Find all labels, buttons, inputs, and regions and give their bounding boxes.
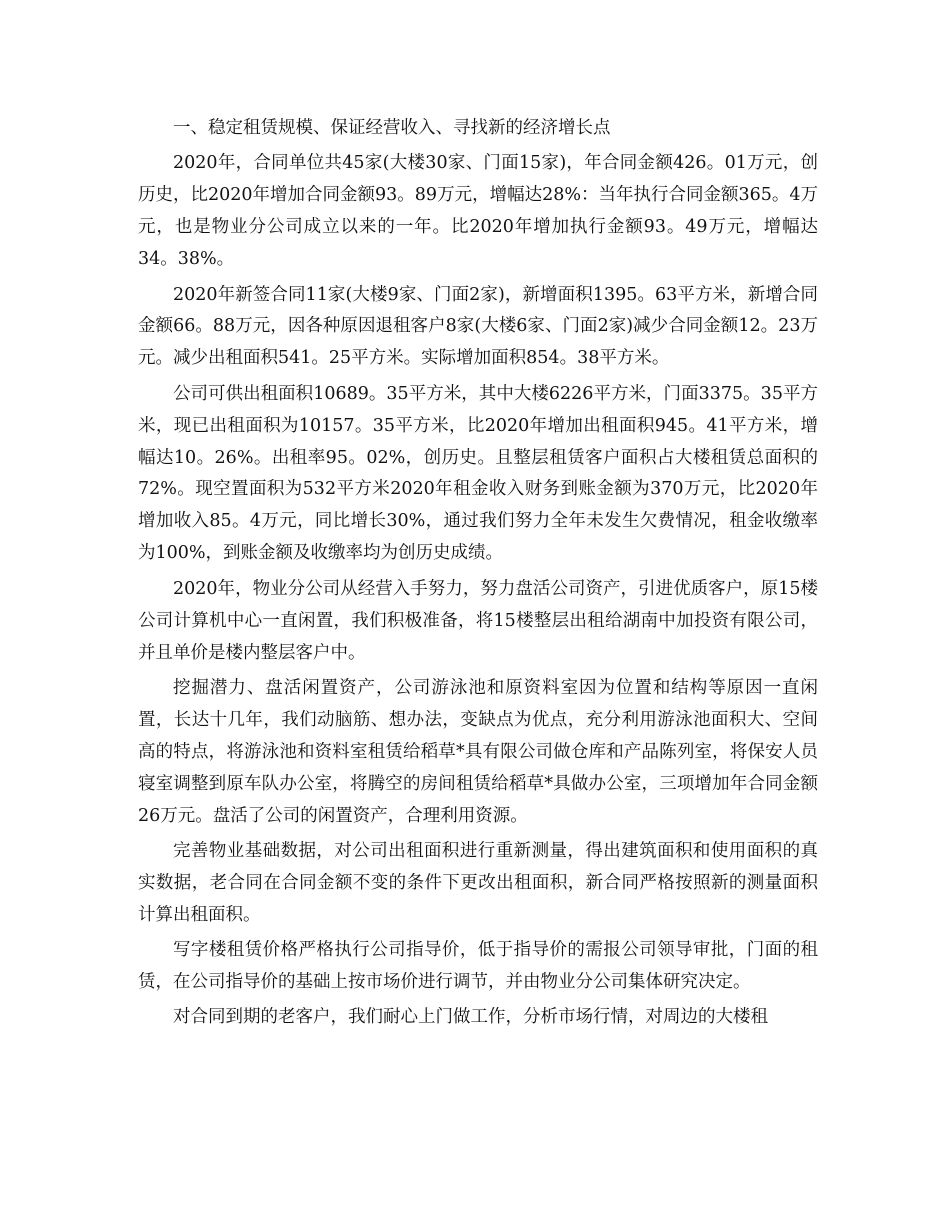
- document-body: [138, 113, 818, 1038]
- paragraph-base-data: 完善物业基础数据，对公司出租面积进行重新测量，得出建筑面积和使用面积的真实数据，老合同在合同金额不变的条件下更改出租面积，新合同严格按照新的测量面积计算出租面积。: [138, 840, 818, 925]
- paragraph-idle-assets: 挖掘潜力、盘活闲置资产，公司游泳池和原资料室因为位置和结构等原因一直闲置，长达十几年，我们动脑筋、想办法，变缺点为优点，充分利用游泳池面积大、空间高的特点，将游泳池和资料室租赁给稻草*具有限公司做仓库和产品陈列室，将保安人员寝室调整到原车队办公室，将腾空的房间租赁给稻草*具做办公室，三项增加年合同金额26万元。盘活了公司的闲置资产，合理利用资源。: [138, 677, 818, 826]
- paragraph-contract-summary: 2020年，合同单位共45家(大楼30家、门面15家)，年合同金额426。01万元，创历史，比2020年增加合同金额93。89万元，增幅达28%：当年执行合同金额365。4万元，也是物业分公司成立以来的一年。比2020年增加执行金额93。49万元，增幅达34。38%。: [138, 153, 819, 270]
- paragraph-quality-clients: 2020年，物业分公司从经营入手努力，努力盘活公司资产，引进优质客户，原15楼公司计算机中心一直闲置，我们积极准备，将15楼整层出租给湖南中加投资有限公司，并且单价是楼内整层客户中。: [138, 578, 818, 663]
- section-heading: 一、稳定租赁规模、保证经营收入、寻找新的经济增长点: [173, 118, 611, 138]
- paragraph-rental-area: 公司可供出租面积10689。35平方米，其中大楼6226平方米，门面3375。35平方米，现已出租面积为10157。35平方米，比2020年增加出租面积945。41平方米，增幅达10。26%。出租率95。02%，创历史。且整层租赁客户面积占大楼租赁总面积的72%。现空置面积为532平方米2020年租金收入财务到账金额为370万元，比2020年增加收入85。4万元，同比增长30%，通过我们努力全年未发生欠费情况，租金收缴率为100%，到账金额及收缴率均为创历史成绩。: [138, 383, 818, 564]
- paragraph-new-contracts: 2020年新签合同11家(大楼9家、门面2家)，新增面积1395。63平方米，新增合同金额66。88万元，因各种原因退租客户8家(大楼6家、门面2家)减少合同金额12。23万元。减少出租面积541。25平方米。实际增加面积854。38平方米。: [138, 284, 818, 369]
- paragraph-renewals: 对合同到期的老客户，我们耐心上门做工作，分析市场行情，对周边的大楼租: [173, 1007, 768, 1028]
- paragraph-pricing: 写字楼租赁价格严格执行公司指导价，低于指导价的需报公司领导审批，门面的租赁，在公司指导价的基础上按市场价进行调节，并由物业分公司集体研究决定。: [138, 940, 818, 993]
